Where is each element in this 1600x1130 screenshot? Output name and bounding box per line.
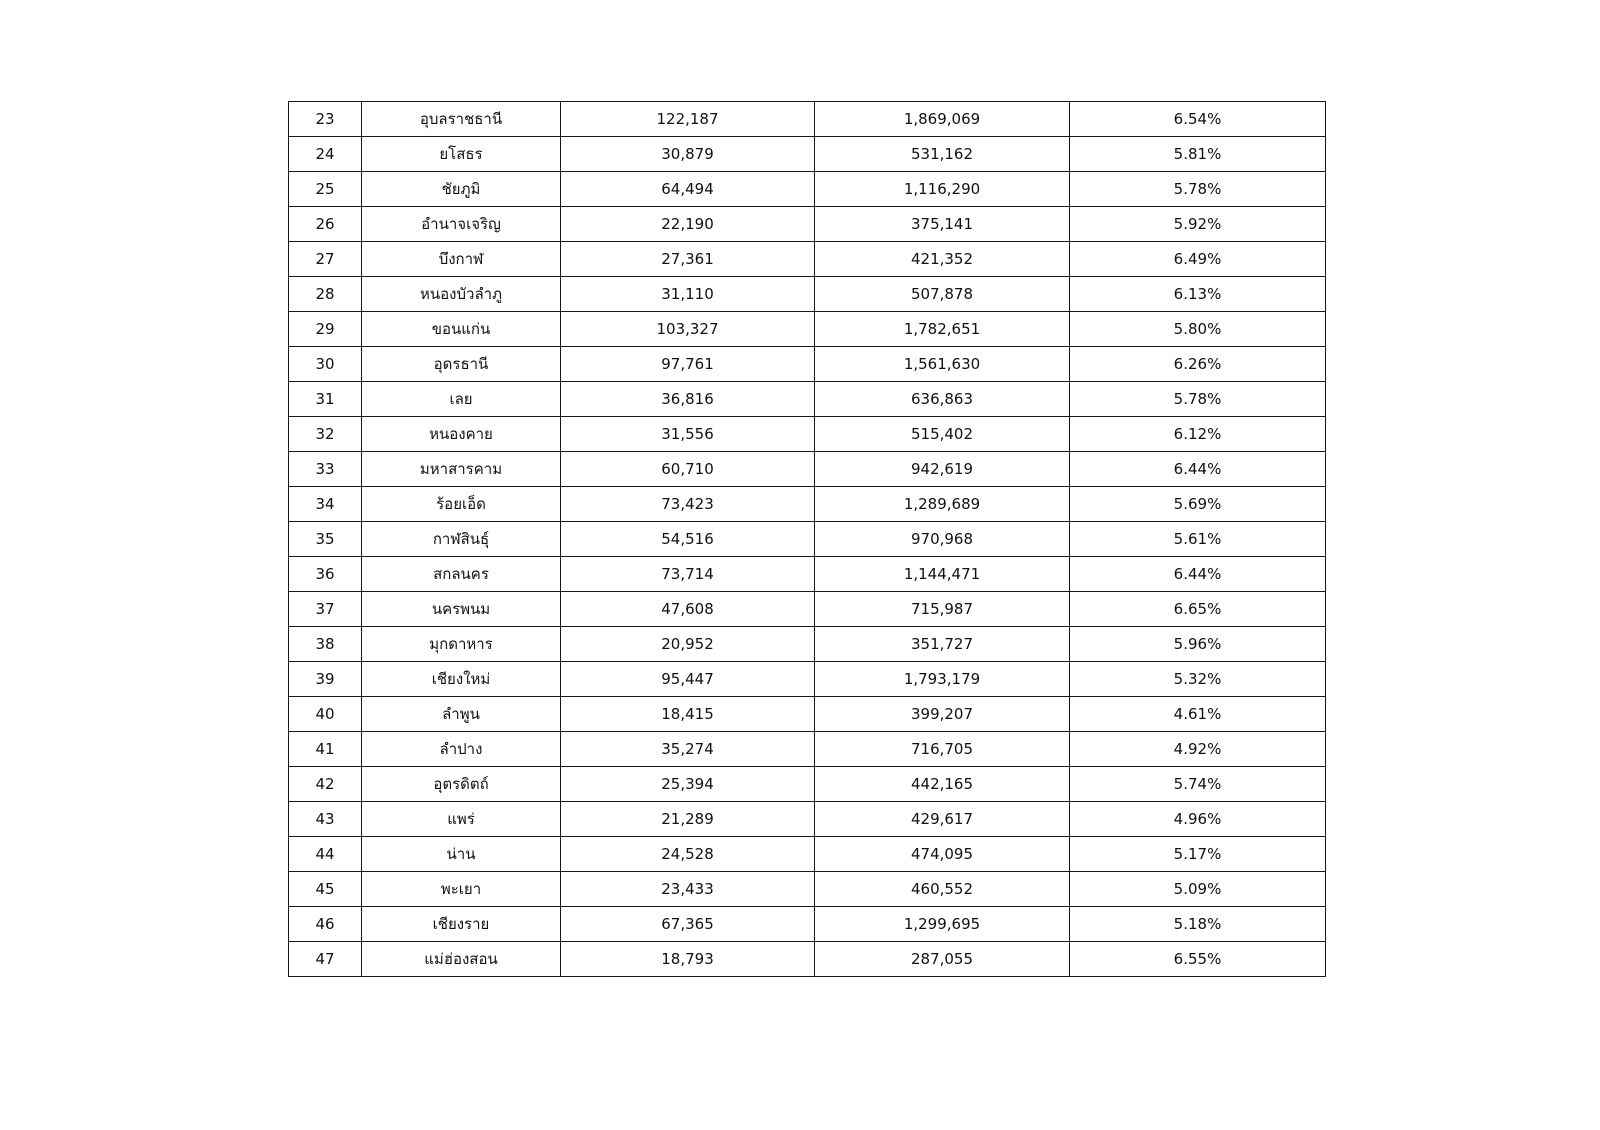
count-cell: 60,710 <box>561 452 815 487</box>
table-row <box>289 452 1326 487</box>
province-name-cell: เลย <box>362 382 561 417</box>
count-cell: 24,528 <box>561 837 815 872</box>
province-name-cell: กาฬสินธุ์ <box>362 522 561 557</box>
row-number-cell: 39 <box>289 662 362 697</box>
count-cell: 25,394 <box>561 767 815 802</box>
row-number-cell: 25 <box>289 172 362 207</box>
total-cell: 1,782,651 <box>815 312 1070 347</box>
row-number-cell: 27 <box>289 242 362 277</box>
province-name-cell: ชัยภูมิ <box>362 172 561 207</box>
count-cell: 30,879 <box>561 137 815 172</box>
row-number-cell: 23 <box>289 102 362 137</box>
percentage-cell: 6.26% <box>1070 347 1326 382</box>
row-number-cell: 31 <box>289 382 362 417</box>
total-cell: 287,055 <box>815 942 1070 977</box>
count-cell: 73,714 <box>561 557 815 592</box>
percentage-cell: 5.18% <box>1070 907 1326 942</box>
total-cell: 460,552 <box>815 872 1070 907</box>
province-name-cell: มุกดาหาร <box>362 627 561 662</box>
total-cell: 636,863 <box>815 382 1070 417</box>
province-name-cell: ขอนแก่น <box>362 312 561 347</box>
count-cell: 31,110 <box>561 277 815 312</box>
count-cell: 22,190 <box>561 207 815 242</box>
row-number-cell: 41 <box>289 732 362 767</box>
table-row <box>289 347 1326 382</box>
province-name-cell: หนองคาย <box>362 417 561 452</box>
table-row <box>289 662 1326 697</box>
total-cell: 399,207 <box>815 697 1070 732</box>
percentage-cell: 6.54% <box>1070 102 1326 137</box>
row-number-cell: 42 <box>289 767 362 802</box>
total-cell: 1,144,471 <box>815 557 1070 592</box>
percentage-cell: 5.92% <box>1070 207 1326 242</box>
table-row <box>289 137 1326 172</box>
row-number-cell: 35 <box>289 522 362 557</box>
row-number-cell: 36 <box>289 557 362 592</box>
total-cell: 531,162 <box>815 137 1070 172</box>
province-name-cell: แพร่ <box>362 802 561 837</box>
count-cell: 31,556 <box>561 417 815 452</box>
row-number-cell: 37 <box>289 592 362 627</box>
row-number-cell: 45 <box>289 872 362 907</box>
row-number-cell: 44 <box>289 837 362 872</box>
total-cell: 1,561,630 <box>815 347 1070 382</box>
total-cell: 1,869,069 <box>815 102 1070 137</box>
total-cell: 375,141 <box>815 207 1070 242</box>
province-name-cell: ร้อยเอ็ด <box>362 487 561 522</box>
percentage-cell: 5.32% <box>1070 662 1326 697</box>
province-name-cell: พะเยา <box>362 872 561 907</box>
total-cell: 421,352 <box>815 242 1070 277</box>
percentage-cell: 5.78% <box>1070 172 1326 207</box>
province-name-cell: เชียงใหม่ <box>362 662 561 697</box>
province-name-cell: นครพนม <box>362 592 561 627</box>
province-data-table <box>288 101 1326 977</box>
total-cell: 942,619 <box>815 452 1070 487</box>
percentage-cell: 6.13% <box>1070 277 1326 312</box>
count-cell: 67,365 <box>561 907 815 942</box>
province-name-cell: ยโสธร <box>362 137 561 172</box>
percentage-cell: 5.09% <box>1070 872 1326 907</box>
row-number-cell: 26 <box>289 207 362 242</box>
percentage-cell: 6.44% <box>1070 557 1326 592</box>
count-cell: 36,816 <box>561 382 815 417</box>
percentage-cell: 5.74% <box>1070 767 1326 802</box>
row-number-cell: 46 <box>289 907 362 942</box>
row-number-cell: 40 <box>289 697 362 732</box>
percentage-cell: 4.96% <box>1070 802 1326 837</box>
province-name-cell: เชียงราย <box>362 907 561 942</box>
province-name-cell: ลำปาง <box>362 732 561 767</box>
table-row <box>289 732 1326 767</box>
table-row <box>289 942 1326 977</box>
count-cell: 73,423 <box>561 487 815 522</box>
count-cell: 27,361 <box>561 242 815 277</box>
count-cell: 18,793 <box>561 942 815 977</box>
province-name-cell: อำนาจเจริญ <box>362 207 561 242</box>
table-row <box>289 417 1326 452</box>
table-row <box>289 837 1326 872</box>
province-name-cell: อุตรดิตถ์ <box>362 767 561 802</box>
province-name-cell: แม่ฮ่องสอน <box>362 942 561 977</box>
table-row <box>289 767 1326 802</box>
count-cell: 54,516 <box>561 522 815 557</box>
percentage-cell: 5.80% <box>1070 312 1326 347</box>
province-name-cell: ลำพูน <box>362 697 561 732</box>
table-row <box>289 802 1326 837</box>
percentage-cell: 5.96% <box>1070 627 1326 662</box>
total-cell: 515,402 <box>815 417 1070 452</box>
count-cell: 20,952 <box>561 627 815 662</box>
total-cell: 474,095 <box>815 837 1070 872</box>
total-cell: 715,987 <box>815 592 1070 627</box>
table-row <box>289 172 1326 207</box>
count-cell: 122,187 <box>561 102 815 137</box>
province-name-cell: สกลนคร <box>362 557 561 592</box>
row-number-cell: 33 <box>289 452 362 487</box>
total-cell: 351,727 <box>815 627 1070 662</box>
row-number-cell: 32 <box>289 417 362 452</box>
percentage-cell: 5.69% <box>1070 487 1326 522</box>
percentage-cell: 6.55% <box>1070 942 1326 977</box>
count-cell: 23,433 <box>561 872 815 907</box>
row-number-cell: 29 <box>289 312 362 347</box>
table-row <box>289 522 1326 557</box>
percentage-cell: 5.78% <box>1070 382 1326 417</box>
table-row <box>289 207 1326 242</box>
province-name-cell: อุบลราชธานี <box>362 102 561 137</box>
percentage-cell: 4.92% <box>1070 732 1326 767</box>
count-cell: 21,289 <box>561 802 815 837</box>
total-cell: 1,116,290 <box>815 172 1070 207</box>
table-row <box>289 697 1326 732</box>
province-name-cell: มหาสารคาม <box>362 452 561 487</box>
row-number-cell: 38 <box>289 627 362 662</box>
count-cell: 35,274 <box>561 732 815 767</box>
percentage-cell: 6.44% <box>1070 452 1326 487</box>
row-number-cell: 47 <box>289 942 362 977</box>
count-cell: 97,761 <box>561 347 815 382</box>
total-cell: 442,165 <box>815 767 1070 802</box>
row-number-cell: 30 <box>289 347 362 382</box>
percentage-cell: 5.61% <box>1070 522 1326 557</box>
table-row <box>289 277 1326 312</box>
count-cell: 47,608 <box>561 592 815 627</box>
count-cell: 18,415 <box>561 697 815 732</box>
total-cell: 429,617 <box>815 802 1070 837</box>
percentage-cell: 5.17% <box>1070 837 1326 872</box>
total-cell: 970,968 <box>815 522 1070 557</box>
row-number-cell: 34 <box>289 487 362 522</box>
province-name-cell: อุดรธานี <box>362 347 561 382</box>
total-cell: 1,299,695 <box>815 907 1070 942</box>
count-cell: 95,447 <box>561 662 815 697</box>
percentage-cell: 6.65% <box>1070 592 1326 627</box>
row-number-cell: 24 <box>289 137 362 172</box>
row-number-cell: 28 <box>289 277 362 312</box>
count-cell: 103,327 <box>561 312 815 347</box>
row-number-cell: 43 <box>289 802 362 837</box>
percentage-cell: 6.49% <box>1070 242 1326 277</box>
province-name-cell: บึงกาฬ <box>362 242 561 277</box>
percentage-cell: 5.81% <box>1070 137 1326 172</box>
table-row <box>289 382 1326 417</box>
total-cell: 1,793,179 <box>815 662 1070 697</box>
count-cell: 64,494 <box>561 172 815 207</box>
table-row <box>289 312 1326 347</box>
table-row <box>289 557 1326 592</box>
province-name-cell: น่าน <box>362 837 561 872</box>
total-cell: 716,705 <box>815 732 1070 767</box>
table-row <box>289 872 1326 907</box>
table-row <box>289 907 1326 942</box>
table-row <box>289 102 1326 137</box>
percentage-cell: 6.12% <box>1070 417 1326 452</box>
table-row <box>289 487 1326 522</box>
total-cell: 507,878 <box>815 277 1070 312</box>
total-cell: 1,289,689 <box>815 487 1070 522</box>
table-row <box>289 627 1326 662</box>
percentage-cell: 4.61% <box>1070 697 1326 732</box>
table-row <box>289 592 1326 627</box>
table-row <box>289 242 1326 277</box>
table-body <box>289 102 1326 977</box>
province-name-cell: หนองบัวลำภู <box>362 277 561 312</box>
